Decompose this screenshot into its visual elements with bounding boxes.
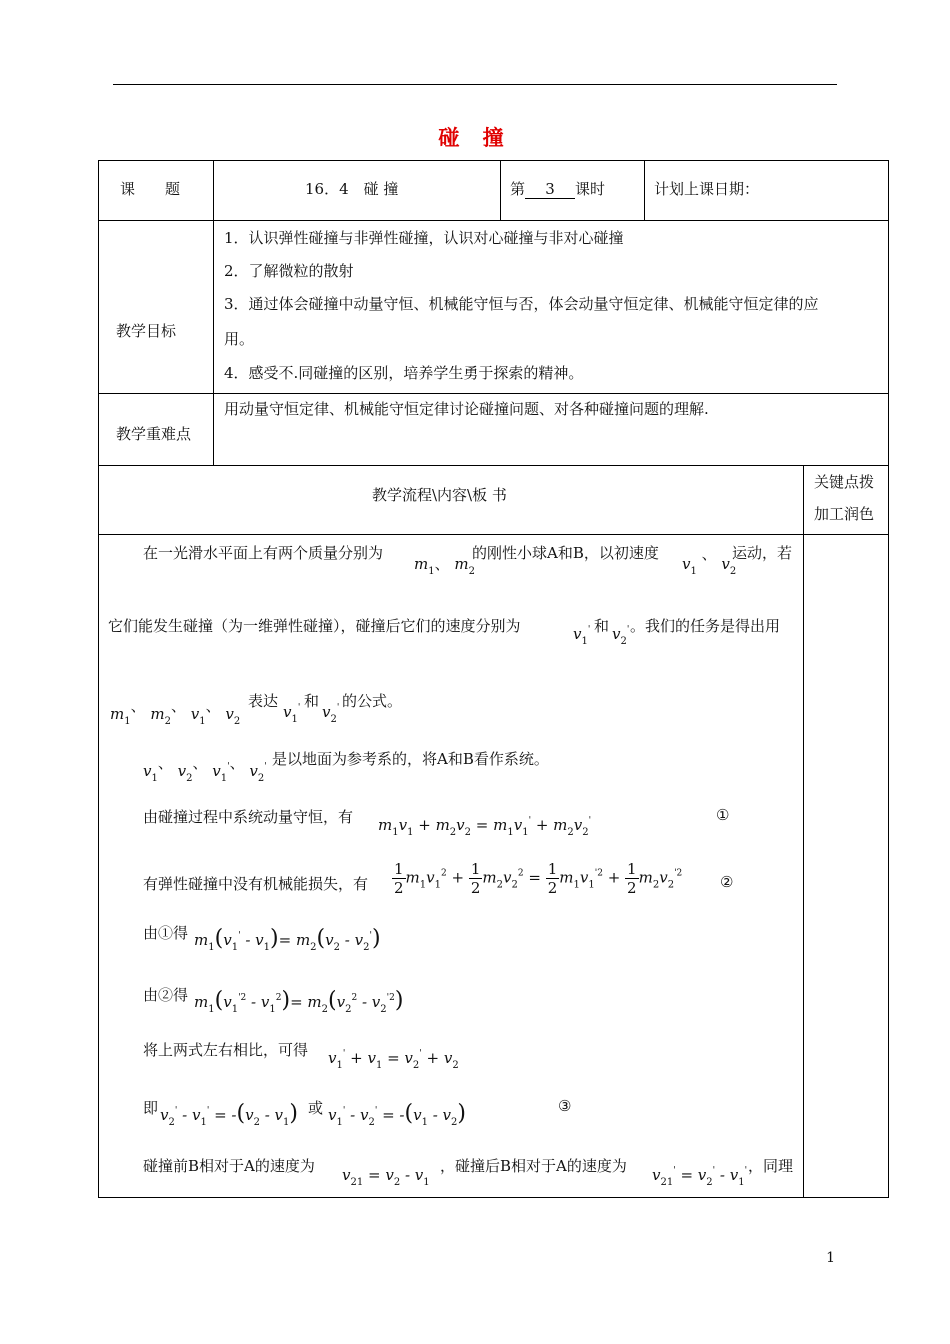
eq-number-3: ③ [558, 1097, 572, 1115]
flow-header: 教学流程\内容\板 书 [372, 486, 507, 504]
mass-symbols: $m_1$、 $m_2$ [414, 555, 475, 577]
goal-item: 2．了解微粒的散射 [224, 262, 354, 280]
eq-number-2: ② [720, 873, 734, 891]
topic-label: 课 题 [120, 180, 181, 198]
para-11: 碰撞前B相对于A的速度为 [143, 1157, 315, 1175]
para-2: 它们能发生碰撞（为一维弹性碰撞），碰撞后它们的速度分别为 [108, 617, 521, 635]
goal-item: 3．通过体会碰撞中动量守恒、机械能守恒与否，体会动量守恒定律、机械能守恒定律的应 [224, 295, 819, 313]
eq-derived-1: $m_1(v_1' - v_1)= m_2(v_2 - v_2')$ [194, 926, 381, 953]
eq-derived-2: $m_1(v_1^{'2} - v_1^2)= m_2(v_2^2 - v_2^{'2})$ [194, 988, 404, 1015]
page-number: 1 [826, 1250, 835, 1266]
and-word-2: 和 [304, 692, 320, 710]
eq-v21-prime: $v_{21}' = v_2' - v_1'$ [652, 1166, 748, 1188]
para-8: 由②得 [143, 986, 189, 1004]
para-10: 即 [143, 1099, 159, 1117]
lesson-number: 3 [525, 180, 575, 199]
eq-relative-2: $v_1' - v_2' = -(v_1 - v_2)$ [328, 1101, 466, 1128]
eq-energy: $\frac{1}{2}$ $m_1v_1^2$ + $\frac{1}{2}$ $m_2v_2^2$ = $\frac{1}{2}$ $m_1v_1^{'2}$ + $\frac{1}{2}$ $m_2v_2^{'2}$ [394, 860, 683, 897]
para-5: 由碰撞过程中系统动量守恒，有 [143, 808, 354, 826]
para-2-end: 。我们的任务是得出用 [630, 617, 781, 635]
eq-ratio: $v_1' + v_1 = v_2' + v_2$ [328, 1049, 459, 1071]
para-6: 有弹性碰撞中没有机械能损失，有 [143, 875, 369, 893]
velocity-symbols: $v_1$ 、 $v_2$ [682, 545, 737, 577]
para-11-end: ，同理 [748, 1157, 794, 1175]
difficulty-text: 用动量守恒定律、机械能守恒定律讨论碰撞问题、对各种碰撞问题的理解. [224, 400, 709, 418]
goal-item: 1．认识弹性碰撞与非弹性碰撞，认识对心碰撞与非对心碰撞 [224, 229, 624, 247]
or-word: 或 [308, 1099, 324, 1117]
lesson-count: 第 3 课时 [510, 180, 606, 198]
velocity-list: $v_1$、 $v_2$、 $v_1'$、 $v_2'$ [143, 754, 267, 784]
eq-number-1: ① [716, 806, 730, 824]
v2-prime-2: $v_2'$ [322, 703, 340, 725]
v2-prime: $v_2'$ [612, 625, 630, 647]
eq-v21: $v_{21} = v_2 - v_1$ [342, 1166, 430, 1188]
goal-item: 4．感受不.同碰撞的区别，培养学生勇于探索的精神。 [224, 364, 584, 382]
v1-prime: $v_1'$ [573, 625, 591, 647]
para-1-end: 运动，若 [732, 544, 793, 562]
goals-label: 教学目标 [116, 322, 177, 340]
page-title: 碰 撞 [438, 125, 512, 150]
v1-prime-2: $v_1'$ [283, 703, 301, 725]
eq-relative-1: $v_2' - v_1' = -(v_2 - v_1)$ [160, 1101, 298, 1128]
para-11-mid: ，碰撞后B相对于A的速度为 [440, 1157, 627, 1175]
top-rule [113, 84, 837, 85]
para-1-mid: 的刚性小球A和B，以初速度 [472, 544, 659, 562]
para-3: 表达 [248, 692, 279, 710]
para-4: 是以地面为参考系的，将A和B看作系统。 [272, 750, 549, 768]
para-9: 将上两式左右相比，可得 [143, 1041, 309, 1059]
key-points-label-2: 加工润色 [814, 505, 875, 523]
para-3-end: 的公式。 [342, 692, 403, 710]
and-word: 和 [594, 617, 610, 635]
topic-value: 16．4 碰 撞 [305, 180, 399, 198]
difficulty-label: 教学重难点 [116, 425, 192, 443]
goal-item: 用。 [224, 330, 255, 348]
key-points-label: 关键点拨 [814, 473, 875, 491]
symbol-list: $m_1$、 $m_2$、 $v_1$、 $v_2$ [110, 697, 241, 727]
para-7: 由①得 [143, 924, 189, 942]
plan-date-label: 计划上课日期： [654, 180, 760, 198]
eq-momentum: $m_1v_1 + m_2v_2 = m_1v_1' + m_2v_2'$ [378, 816, 592, 838]
para-1: 在一光滑水平面上有两个质量分别为 [143, 544, 384, 562]
